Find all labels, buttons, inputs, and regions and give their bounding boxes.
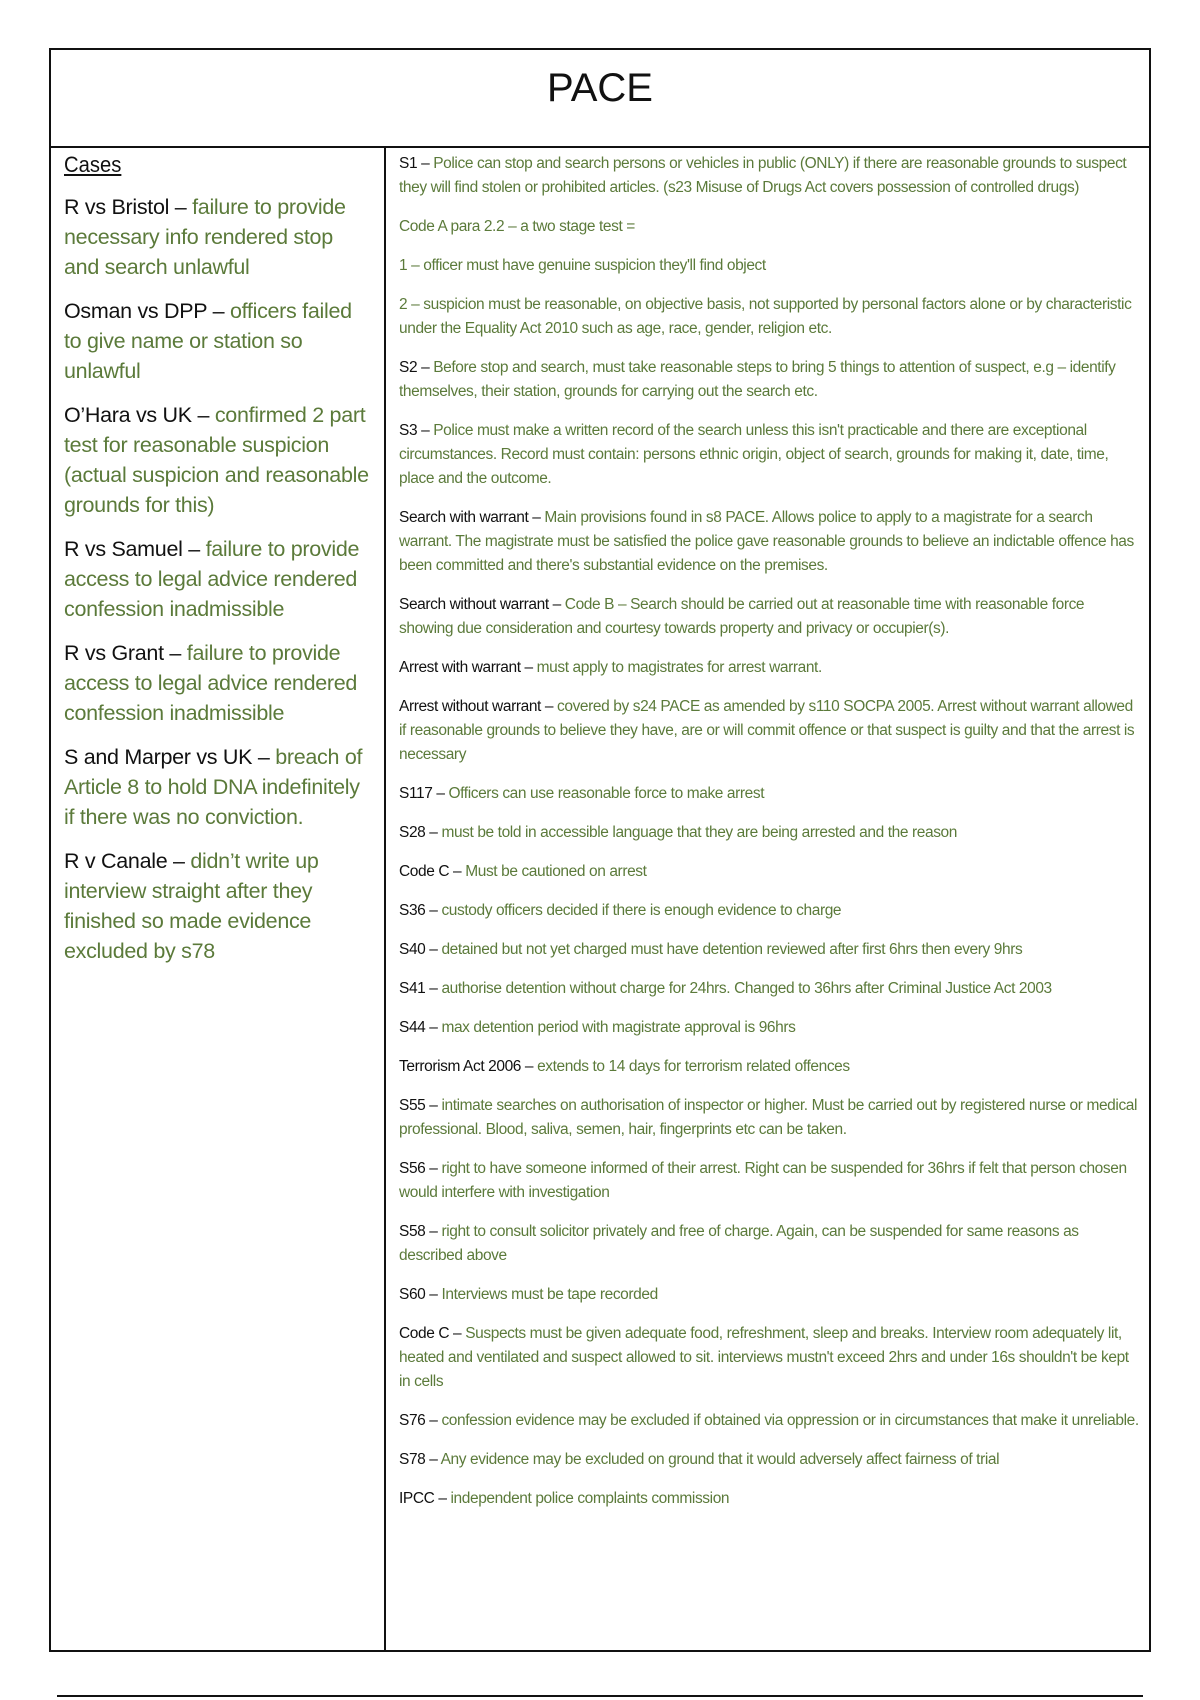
provision-item-text: 2 – suspicion must be reasonable, on objective basis, not supported by personal factors alone or by characteristic under the Equality Act 2010 such as age, race, gender, religion etc.	[399, 296, 1132, 337]
provision-item-text: Police must make a written record of the search unless this isn't practicable and there are exceptional circumstances. Record must contain: persons ethnic origin, object of search, grounds for making it, date, time, place and the outcome.	[399, 422, 1109, 487]
provision-item	[399, 356, 1139, 404]
provision-item-text: authorise detention without charge for 24hrs. Changed to 36hrs after Criminal Justice Act 2003	[441, 980, 1052, 997]
provision-item-text: Interviews must be tape recorded	[441, 1286, 658, 1303]
provision-item-key: S36 –	[399, 902, 438, 919]
provision-item-text: covered by s24 PACE as amended by s110 SOCPA 2005. Arrest without warrant allowed if reasonable grounds to believe they have, are or will commit offence or that suspect is guilty and that the arrest is necessary	[399, 698, 1135, 763]
provision-item	[399, 821, 1139, 845]
cases-list	[64, 192, 372, 966]
case-item-text: failure to provide access to legal advice rendered confession inadmissible	[64, 641, 358, 725]
provision-item-text: Code A para 2.2 – a two stage test =	[399, 218, 635, 235]
provision-item	[399, 1157, 1139, 1205]
provision-item-text: Police can stop and search persons or vehicles in public (ONLY) if there are reasonable grounds to suspect they will find stolen or prohibited articles. (s23 Misuse of Drugs Act covers possession of controlled drugs)	[399, 155, 1127, 196]
provision-item	[399, 656, 1139, 680]
provision-item-text: 1 – officer must have genuine suspicion they'll find object	[399, 257, 766, 274]
provision-item	[399, 695, 1139, 767]
case-item: R vs Bristol – failure to provide necessary info rendered stop and search unlawful	[64, 195, 346, 279]
provision-item-text: Any evidence may be excluded on ground that it would adversely affect fairness of trial	[440, 1451, 1000, 1468]
provision-item-text: must be told in accessible language that they are being arrested and the reason	[441, 824, 958, 841]
provision-item	[399, 1448, 1139, 1472]
provision-item-key: Search with warrant –	[399, 509, 541, 526]
provision-item-text: Suspects must be given adequate food, refreshment, sleep and breaks. Interview room adequately lit, heated and ventilated and suspect allowed to sit. interviews mustn't exceed 2hrs and under 16s shouldn't be kept in cells	[399, 1325, 1129, 1390]
provision-item	[399, 1409, 1139, 1433]
provision-item-text: Before stop and search, must take reasonable steps to bring 5 things to attention of suspect, e.g – identify themselves, their station, grounds for carrying out the search etc.	[399, 359, 1116, 400]
provision-item-key: Arrest with warrant –	[399, 659, 533, 676]
provision-item-key: S60 –	[399, 1286, 438, 1303]
provision-item	[399, 506, 1139, 578]
provision-item-key: Terrorism Act 2006 –	[399, 1058, 534, 1075]
provision-item	[399, 782, 1139, 806]
provision-item-key: S58 –	[399, 1223, 438, 1240]
case-item-text: failure to provide access to legal advice rendered confession inadmissible	[64, 537, 360, 621]
provision-item-text: Officers can use reasonable force to make arrest	[448, 785, 765, 802]
provision-item	[399, 1220, 1139, 1268]
provision-item-key: Arrest without warrant –	[399, 698, 554, 715]
case-item-key: Osman vs DPP	[64, 299, 207, 323]
provision-item-text: Main provisions found in s8 PACE. Allows police to apply to a magistrate for a search warrant. The magistrate must be satisfied the police gave reasonable grounds to believe an indictable offence has been committed and there's substantial evidence on the premises.	[399, 509, 1134, 574]
pace-table	[49, 48, 1151, 1652]
provision-item-key: S3 –	[399, 422, 430, 439]
provision-item-key: Search without warrant –	[399, 596, 561, 613]
provision-item-key: S56 –	[399, 1160, 438, 1177]
title-row	[51, 50, 1149, 148]
case-item-text: didn’t write up interview straight after they finished so made evidence excluded by s78	[64, 849, 319, 963]
table-body	[51, 148, 1149, 1650]
provision-item-text: right to consult solicitor privately and free of charge. Again, can be suspended for same reasons as described above	[399, 1223, 1079, 1264]
provision-item	[399, 899, 1139, 923]
provision-item	[399, 860, 1139, 884]
case-item-key: R vs Bristol	[64, 195, 170, 219]
cases-column	[51, 148, 386, 1650]
provision-item-text: Code B – Search should be carried out at reasonable time with reasonable force showing due consideration and courtesy towards property and privacy or occupier(s).	[399, 596, 1085, 637]
provision-item-text: intimate searches on authorisation of inspector or higher. Must be carried out by registered nurse or medical professional. Blood, saliva, semen, hair, fingerprints etc can be taken.	[399, 1097, 1138, 1138]
provision-item	[399, 1055, 1139, 1079]
provision-item-text: independent police complaints commission	[450, 1490, 730, 1507]
case-item: Osman vs DPP – officers failed to give name or station so unlawful	[64, 299, 352, 383]
provision-item-key: S1 –	[399, 155, 430, 172]
case-item-key: R v Canale	[64, 849, 168, 873]
provisions-column	[386, 148, 1149, 1650]
provision-item-key: S76 –	[399, 1412, 438, 1429]
page-title: PACE	[547, 65, 653, 110]
provision-item	[399, 419, 1139, 491]
provision-item-key: S41 –	[399, 980, 438, 997]
provision-item	[399, 1487, 1139, 1511]
provision-item	[399, 152, 1139, 200]
case-item-key: R vs Grant	[64, 641, 164, 665]
provision-item	[399, 938, 1139, 962]
provisions-list	[399, 152, 1139, 1511]
provision-item-key: Code C –	[399, 1325, 462, 1342]
case-item: S and Marper vs UK – breach of Article 8 to hold DNA indefinitely if there was no conviction.	[64, 745, 363, 829]
provision-item-key: S28 –	[399, 824, 438, 841]
case-item: R v Canale – didn’t write up interview straight after they finished so made evidence excluded by s78	[64, 849, 319, 963]
provision-item	[399, 254, 1139, 278]
provision-item-text: extends to 14 days for terrorism related offences	[537, 1058, 850, 1075]
provision-item-text: Must be cautioned on arrest	[465, 863, 647, 880]
provision-item	[399, 1322, 1139, 1394]
provision-item-key: S117 –	[399, 785, 445, 802]
case-item-text: confirmed 2 part test for reasonable suspicion (actual suspicion and reasonable grounds for this)	[64, 403, 369, 517]
provision-item-key: Code C –	[399, 863, 462, 880]
provision-item	[399, 1094, 1139, 1142]
provision-item-text: confession evidence may be excluded if obtained via oppression or in circumstances that make it unreliable.	[441, 1412, 1139, 1429]
case-item-text: breach of Article 8 to hold DNA indefinitely if there was no conviction.	[64, 745, 363, 829]
case-item-key: O’Hara vs UK	[64, 403, 192, 427]
provision-item-key: S40 –	[399, 941, 438, 958]
provision-item	[399, 1016, 1139, 1040]
provision-item-text: right to have someone informed of their arrest. Right can be suspended for 36hrs if felt that person chosen would interfere with investigation	[399, 1160, 1127, 1201]
provision-item-key: S55 –	[399, 1097, 438, 1114]
provision-item	[399, 293, 1139, 341]
provision-item	[399, 1283, 1139, 1307]
provision-item-key: S2 –	[399, 359, 430, 376]
provision-item-text: detained but not yet charged must have detention reviewed after first 6hrs then every 9hrs	[441, 941, 1023, 958]
provision-item-key: S44 –	[399, 1019, 438, 1036]
case-item: O’Hara vs UK – confirmed 2 part test for reasonable suspicion (actual suspicion and reasonable grounds for this)	[64, 403, 369, 517]
case-item-key: R vs Samuel	[64, 537, 183, 561]
case-item-key: S and Marper vs UK	[64, 745, 253, 769]
provision-item-text: must apply to magistrates for arrest warrant.	[536, 659, 822, 676]
provision-item-key: S78 –	[399, 1451, 438, 1468]
provision-item	[399, 215, 1139, 239]
provision-item	[399, 977, 1139, 1001]
provision-item-key: IPCC –	[399, 1490, 447, 1507]
provision-item-text: max detention period with magistrate approval is 96hrs	[441, 1019, 796, 1036]
case-item: R vs Grant – failure to provide access to legal advice rendered confession inadmissible	[64, 641, 358, 725]
case-item: R vs Samuel – failure to provide access to legal advice rendered confession inadmissible	[64, 537, 360, 621]
footer-divider	[57, 1695, 1143, 1697]
case-item-text: officers failed to give name or station so unlawful	[64, 299, 352, 383]
provision-item-text: custody officers decided if there is enough evidence to charge	[441, 902, 842, 919]
provision-item	[399, 593, 1139, 641]
case-item-text: failure to provide necessary info rendered stop and search unlawful	[64, 195, 346, 279]
cases-heading: Cases	[64, 152, 122, 177]
